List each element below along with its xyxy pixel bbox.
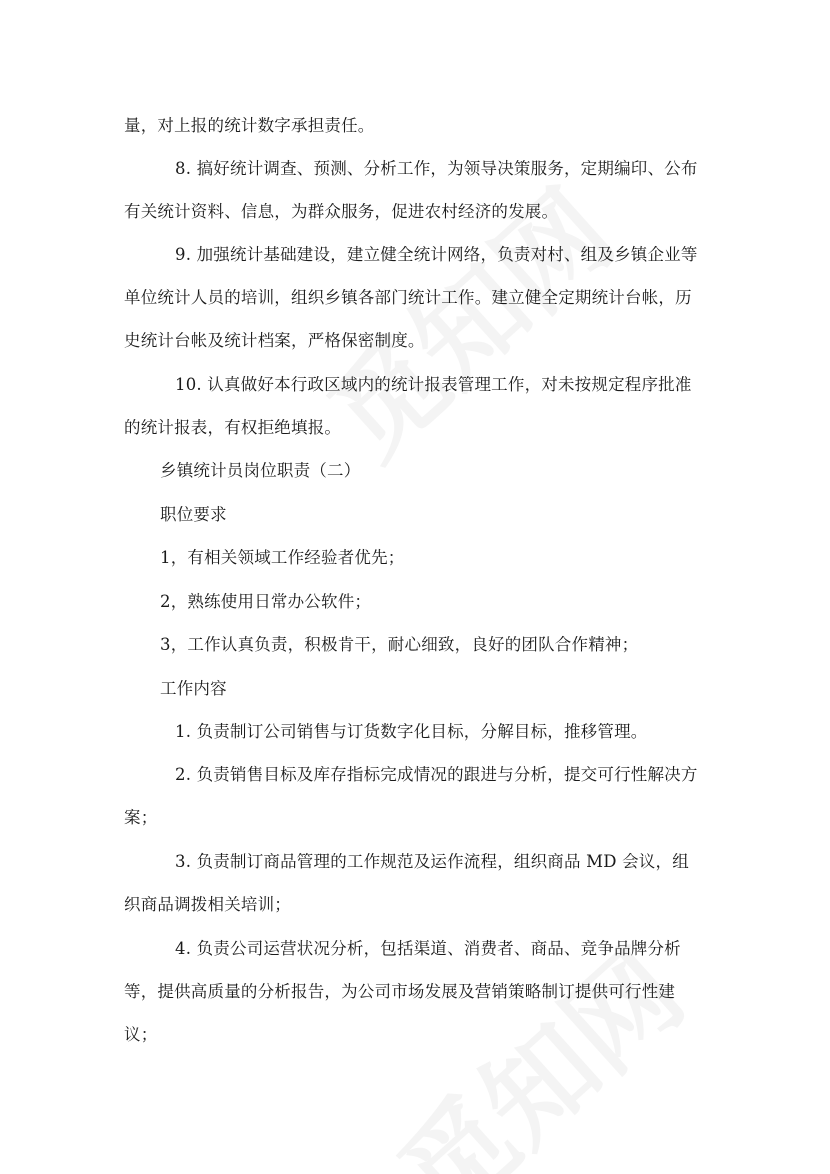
text-line-4: 9. 加强统计基础建设，建立健全统计网络，负责对村、组及乡镇企业等 (175, 245, 698, 264)
duty-item-4-cont-2: 议； (124, 1025, 158, 1044)
text-line-3: 有关统计资料、信息，为群众服务，促进农村经济的发展。 (124, 202, 559, 221)
duty-item-4-cont: 等，提供高质量的分析报告，为公司市场发展及营销策略制订提供可行性建 (124, 982, 676, 1001)
text-line-2: 8. 搞好统计调查、预测、分析工作，为领导决策服务，定期编印、公布 (175, 159, 698, 178)
duty-item-3: 3. 负责制订商品管理的工作规范及运作流程，组织商品 MD 会议，组 (175, 852, 689, 871)
requirement-item-1: 1，有相关领域工作经验者优先； (160, 548, 405, 567)
text-line-1: 量，对上报的统计数字承担责任。 (124, 116, 375, 135)
duty-item-1: 1. 负责制订公司销售与订货数字化目标，分解目标，推移管理。 (175, 722, 648, 741)
text-line-6: 史统计台帐及统计档案，严格保密制度。 (124, 331, 425, 350)
subheading-duties: 工作内容 (160, 679, 227, 698)
duty-item-2-cont: 案； (124, 808, 158, 827)
requirement-item-2: 2，熟练使用日常办公软件； (160, 592, 372, 611)
section-heading: 乡镇统计员岗位职责（二） (160, 461, 361, 480)
text-line-8: 的统计报表，有权拒绝填报。 (124, 418, 342, 437)
text-line-5: 单位统计人员的培训，组织乡镇各部门统计工作。建立健全定期统计台帐，历 (124, 288, 692, 307)
duty-item-2: 2. 负责销售目标及库存指标完成情况的跟进与分析，提交可行性解决方 (175, 765, 698, 784)
duty-item-4: 4. 负责公司运营状况分析，包括渠道、消费者、商品、竞争品牌分析 (175, 939, 681, 958)
text-line-7: 10. 认真做好本行政区域内的统计报表管理工作，对未按规定程序批准 (175, 375, 692, 394)
duty-item-3-cont: 织商品调拨相关培训； (124, 895, 291, 914)
requirement-item-3: 3，工作认真负责，积极肯干，耐心细致，良好的团队合作精神； (160, 635, 639, 654)
subheading-requirements: 职位要求 (160, 505, 227, 524)
